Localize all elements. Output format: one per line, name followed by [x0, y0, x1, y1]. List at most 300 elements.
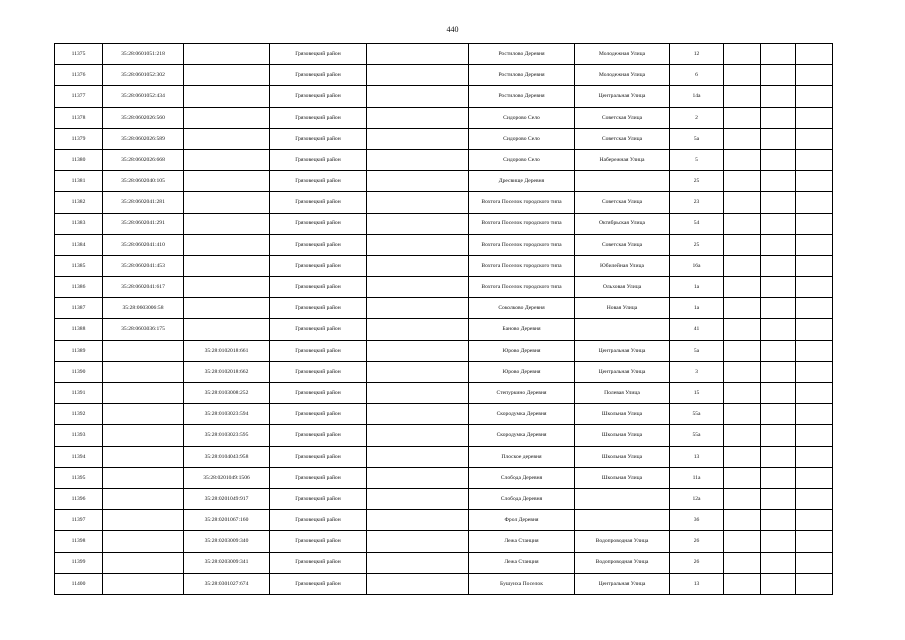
extra-cell-2: [761, 277, 796, 298]
settlement-cell: [367, 319, 469, 340]
table-row: [55, 107, 833, 128]
settlement-cell: [367, 446, 469, 467]
settlement-cell: [367, 149, 469, 170]
district-cell: Грязовецкий район: [270, 171, 367, 192]
building-cadastral-cell: [184, 319, 270, 340]
extra-cell-2: [761, 361, 796, 382]
table-row: [55, 128, 833, 149]
table-row: [55, 552, 833, 573]
house-cell: 23: [670, 192, 724, 213]
locality-cell: Вохтога Поселок городского типа: [469, 234, 575, 255]
extra-cell-1: [724, 234, 761, 255]
settlement-cell: [367, 277, 469, 298]
extra-cell-2: [761, 192, 796, 213]
extra-cell-2: [761, 340, 796, 361]
cadastral-number-cell: [103, 340, 184, 361]
extra-cell-3: [796, 128, 833, 149]
settlement-cell: [367, 425, 469, 446]
extra-cell-3: [796, 340, 833, 361]
street-cell: [575, 319, 670, 340]
extra-cell-3: [796, 361, 833, 382]
house-cell: 16а: [670, 255, 724, 276]
house-cell: 12: [670, 44, 724, 65]
district-cell: Грязовецкий район: [270, 425, 367, 446]
extra-cell-1: [724, 128, 761, 149]
settlement-cell: [367, 128, 469, 149]
district-cell: Грязовецкий район: [270, 192, 367, 213]
locality-cell: Сидорово Село: [469, 107, 575, 128]
house-cell: 6: [670, 65, 724, 86]
settlement-cell: [367, 44, 469, 65]
building-cadastral-cell: [184, 86, 270, 107]
house-cell: 1а: [670, 298, 724, 319]
extra-cell-3: [796, 383, 833, 404]
house-cell: 36: [670, 510, 724, 531]
extra-cell-1: [724, 531, 761, 552]
street-cell: [575, 488, 670, 509]
settlement-cell: [367, 340, 469, 361]
extra-cell-3: [796, 86, 833, 107]
property-registry-table: [54, 43, 833, 595]
table-row: [55, 86, 833, 107]
settlement-cell: [367, 467, 469, 488]
house-cell: 26: [670, 552, 724, 573]
building-cadastral-cell: [184, 255, 270, 276]
locality-cell: Скородумка Деревня: [469, 404, 575, 425]
district-cell: Грязовецкий район: [270, 467, 367, 488]
house-cell: 13: [670, 446, 724, 467]
building-cadastral-cell: 35:28:0103008:252: [184, 383, 270, 404]
extra-cell-1: [724, 277, 761, 298]
house-cell: 13: [670, 573, 724, 594]
row-number-cell: 11376: [55, 65, 103, 86]
street-cell: Новая Улица: [575, 298, 670, 319]
street-cell: Молодежная Улица: [575, 44, 670, 65]
table-row: [55, 361, 833, 382]
cadastral-number-cell: [103, 404, 184, 425]
row-number-cell: 11377: [55, 86, 103, 107]
house-cell: 54: [670, 213, 724, 234]
row-number-cell: 11383: [55, 213, 103, 234]
house-cell: 25: [670, 234, 724, 255]
cadastral-number-cell: [103, 488, 184, 509]
extra-cell-1: [724, 404, 761, 425]
extra-cell-3: [796, 149, 833, 170]
extra-cell-2: [761, 213, 796, 234]
locality-cell: Плоское деревня: [469, 446, 575, 467]
building-cadastral-cell: [184, 192, 270, 213]
building-cadastral-cell: [184, 213, 270, 234]
locality-cell: Лежа Станция: [469, 552, 575, 573]
row-number-cell: 11386: [55, 277, 103, 298]
locality-cell: Юрово Деревня: [469, 340, 575, 361]
street-cell: Советская Улица: [575, 107, 670, 128]
table-row: [55, 467, 833, 488]
extra-cell-1: [724, 488, 761, 509]
locality-cell: Фрол Деревня: [469, 510, 575, 531]
building-cadastral-cell: [184, 234, 270, 255]
locality-cell: Вохтога Поселок городского типа: [469, 213, 575, 234]
settlement-cell: [367, 86, 469, 107]
row-number-cell: 11385: [55, 255, 103, 276]
table-row: [55, 488, 833, 509]
table-row: [55, 510, 833, 531]
locality-cell: Лежа Станция: [469, 531, 575, 552]
row-number-cell: 11382: [55, 192, 103, 213]
extra-cell-1: [724, 383, 761, 404]
house-cell: 2: [670, 107, 724, 128]
building-cadastral-cell: 35:28:0201067:160: [184, 510, 270, 531]
extra-cell-2: [761, 234, 796, 255]
building-cadastral-cell: 35:28:0203009:340: [184, 531, 270, 552]
street-cell: Центральная Улица: [575, 573, 670, 594]
row-number-cell: 11381: [55, 171, 103, 192]
locality-cell: Сидорово Село: [469, 128, 575, 149]
street-cell: Ольховая Улица: [575, 277, 670, 298]
row-number-cell: 11384: [55, 234, 103, 255]
house-cell: 14а: [670, 86, 724, 107]
street-cell: Полевая Улица: [575, 383, 670, 404]
district-cell: Грязовецкий район: [270, 277, 367, 298]
locality-cell: Слобода Деревня: [469, 488, 575, 509]
cadastral-number-cell: [103, 552, 184, 573]
settlement-cell: [367, 361, 469, 382]
locality-cell: Дресвище Деревня: [469, 171, 575, 192]
row-number-cell: 11389: [55, 340, 103, 361]
locality-cell: Вохтога Поселок городского типа: [469, 255, 575, 276]
district-cell: Грязовецкий район: [270, 128, 367, 149]
extra-cell-1: [724, 149, 761, 170]
extra-cell-2: [761, 467, 796, 488]
district-cell: Грязовецкий район: [270, 65, 367, 86]
house-cell: 26: [670, 531, 724, 552]
cadastral-number-cell: [103, 425, 184, 446]
extra-cell-2: [761, 446, 796, 467]
house-cell: 5а: [670, 128, 724, 149]
row-number-cell: 11392: [55, 404, 103, 425]
locality-cell: Слобода Деревня: [469, 467, 575, 488]
district-cell: Грязовецкий район: [270, 531, 367, 552]
locality-cell: Ростилово Деревня: [469, 86, 575, 107]
district-cell: Грязовецкий район: [270, 404, 367, 425]
district-cell: Грязовецкий район: [270, 573, 367, 594]
house-cell: 3: [670, 361, 724, 382]
table-row: [55, 171, 833, 192]
building-cadastral-cell: 35:28:0201049:1506: [184, 467, 270, 488]
district-cell: Грязовецкий район: [270, 446, 367, 467]
row-number-cell: 11388: [55, 319, 103, 340]
house-cell: 5а: [670, 340, 724, 361]
row-number-cell: 11400: [55, 573, 103, 594]
cadastral-number-cell: 35:28:0603006:58: [103, 298, 184, 319]
table-row: [55, 573, 833, 594]
locality-cell: Сидорово Село: [469, 149, 575, 170]
row-number-cell: 11378: [55, 107, 103, 128]
row-number-cell: 11393: [55, 425, 103, 446]
cadastral-number-cell: 35:28:0602041:410: [103, 234, 184, 255]
cadastral-number-cell: 35:28:0602041:617: [103, 277, 184, 298]
row-number-cell: 11398: [55, 531, 103, 552]
settlement-cell: [367, 404, 469, 425]
extra-cell-3: [796, 446, 833, 467]
table-row: [55, 383, 833, 404]
cadastral-number-cell: 35:28:0602026:560: [103, 107, 184, 128]
row-number-cell: 11375: [55, 44, 103, 65]
locality-cell: Ростилово Деревня: [469, 44, 575, 65]
house-cell: 5: [670, 149, 724, 170]
extra-cell-2: [761, 425, 796, 446]
extra-cell-2: [761, 149, 796, 170]
building-cadastral-cell: 35:28:0102018:662: [184, 361, 270, 382]
extra-cell-1: [724, 510, 761, 531]
settlement-cell: [367, 255, 469, 276]
locality-cell: Вохтога Поселок городского типа: [469, 192, 575, 213]
extra-cell-3: [796, 467, 833, 488]
extra-cell-2: [761, 171, 796, 192]
settlement-cell: [367, 192, 469, 213]
extra-cell-1: [724, 255, 761, 276]
street-cell: Школьная Улица: [575, 425, 670, 446]
house-cell: 11а: [670, 467, 724, 488]
cadastral-number-cell: 35:28:0601051:218: [103, 44, 184, 65]
table-body: [55, 44, 833, 595]
settlement-cell: [367, 65, 469, 86]
extra-cell-2: [761, 383, 796, 404]
extra-cell-1: [724, 213, 761, 234]
extra-cell-2: [761, 86, 796, 107]
row-number-cell: 11395: [55, 467, 103, 488]
district-cell: Грязовецкий район: [270, 340, 367, 361]
cadastral-number-cell: 35:28:0602040:105: [103, 171, 184, 192]
page-number: 440: [446, 25, 459, 34]
district-cell: Грязовецкий район: [270, 86, 367, 107]
row-number-cell: 11396: [55, 488, 103, 509]
cadastral-number-cell: [103, 510, 184, 531]
district-cell: Грязовецкий район: [270, 149, 367, 170]
street-cell: Октябрьская Улица: [575, 213, 670, 234]
building-cadastral-cell: [184, 277, 270, 298]
street-cell: Набережная Улица: [575, 149, 670, 170]
building-cadastral-cell: 35:28:0104043:958: [184, 446, 270, 467]
extra-cell-3: [796, 171, 833, 192]
extra-cell-3: [796, 298, 833, 319]
settlement-cell: [367, 171, 469, 192]
table-row: [55, 446, 833, 467]
building-cadastral-cell: 35:28:0103023:595: [184, 425, 270, 446]
table-row: [55, 425, 833, 446]
extra-cell-1: [724, 467, 761, 488]
extra-cell-1: [724, 298, 761, 319]
street-cell: Школьная Улица: [575, 404, 670, 425]
extra-cell-1: [724, 107, 761, 128]
cadastral-number-cell: [103, 361, 184, 382]
street-cell: Советская Улица: [575, 128, 670, 149]
building-cadastral-cell: 35:28:0102018:661: [184, 340, 270, 361]
settlement-cell: [367, 298, 469, 319]
extra-cell-3: [796, 234, 833, 255]
street-cell: Водопроводная Улица: [575, 552, 670, 573]
cadastral-number-cell: 35:28:0602041:281: [103, 192, 184, 213]
extra-cell-3: [796, 44, 833, 65]
building-cadastral-cell: 35:28:0203009:341: [184, 552, 270, 573]
street-cell: Центральная Улица: [575, 86, 670, 107]
locality-cell: Степуркино Деревня: [469, 383, 575, 404]
extra-cell-1: [724, 319, 761, 340]
table-row: [55, 234, 833, 255]
extra-cell-3: [796, 425, 833, 446]
cadastral-number-cell: 35:28:0602026:589: [103, 128, 184, 149]
building-cadastral-cell: 35:28:0103023:594: [184, 404, 270, 425]
house-cell: 12а: [670, 488, 724, 509]
cadastral-number-cell: [103, 467, 184, 488]
extra-cell-2: [761, 255, 796, 276]
table-row: [55, 319, 833, 340]
district-cell: Грязовецкий район: [270, 213, 367, 234]
street-cell: Школьная Улица: [575, 467, 670, 488]
district-cell: Грязовецкий район: [270, 234, 367, 255]
locality-cell: Соколково Деревня: [469, 298, 575, 319]
cadastral-number-cell: [103, 573, 184, 594]
row-number-cell: 11397: [55, 510, 103, 531]
table-row: [55, 192, 833, 213]
row-number-cell: 11387: [55, 298, 103, 319]
row-number-cell: 11380: [55, 149, 103, 170]
building-cadastral-cell: [184, 171, 270, 192]
cadastral-number-cell: 35:28:0603036:175: [103, 319, 184, 340]
cadastral-number-cell: 35:28:0601052:434: [103, 86, 184, 107]
settlement-cell: [367, 107, 469, 128]
street-cell: [575, 171, 670, 192]
extra-cell-3: [796, 107, 833, 128]
table-row: [55, 213, 833, 234]
locality-cell: Бушуиха Поселок: [469, 573, 575, 594]
cadastral-number-cell: [103, 383, 184, 404]
extra-cell-1: [724, 552, 761, 573]
district-cell: Грязовецкий район: [270, 361, 367, 382]
building-cadastral-cell: 35:28:0201049:917: [184, 488, 270, 509]
extra-cell-1: [724, 340, 761, 361]
extra-cell-1: [724, 573, 761, 594]
extra-cell-2: [761, 488, 796, 509]
settlement-cell: [367, 510, 469, 531]
extra-cell-1: [724, 425, 761, 446]
locality-cell: Юрово Деревня: [469, 361, 575, 382]
extra-cell-1: [724, 44, 761, 65]
extra-cell-3: [796, 552, 833, 573]
extra-cell-3: [796, 510, 833, 531]
extra-cell-2: [761, 65, 796, 86]
district-cell: Грязовецкий район: [270, 319, 367, 340]
building-cadastral-cell: [184, 298, 270, 319]
extra-cell-3: [796, 65, 833, 86]
table-row: [55, 65, 833, 86]
street-cell: [575, 510, 670, 531]
row-number-cell: 11394: [55, 446, 103, 467]
district-cell: Грязовецкий район: [270, 510, 367, 531]
building-cadastral-cell: [184, 128, 270, 149]
cadastral-number-cell: [103, 446, 184, 467]
extra-cell-2: [761, 128, 796, 149]
house-cell: 25: [670, 171, 724, 192]
building-cadastral-cell: [184, 44, 270, 65]
house-cell: 15: [670, 383, 724, 404]
district-cell: Грязовецкий район: [270, 255, 367, 276]
street-cell: Советская Улица: [575, 234, 670, 255]
extra-cell-2: [761, 510, 796, 531]
extra-cell-3: [796, 277, 833, 298]
row-number-cell: 11391: [55, 383, 103, 404]
extra-cell-1: [724, 361, 761, 382]
house-cell: 41: [670, 319, 724, 340]
settlement-cell: [367, 213, 469, 234]
table-row: [55, 277, 833, 298]
extra-cell-1: [724, 446, 761, 467]
cadastral-number-cell: 35:28:0602041:453: [103, 255, 184, 276]
street-cell: Школьная Улица: [575, 446, 670, 467]
street-cell: Водопроводная Улица: [575, 531, 670, 552]
table-row: [55, 255, 833, 276]
cadastral-number-cell: 35:28:0602041:291: [103, 213, 184, 234]
extra-cell-3: [796, 192, 833, 213]
street-cell: Юбилейная Улица: [575, 255, 670, 276]
extra-cell-2: [761, 319, 796, 340]
settlement-cell: [367, 383, 469, 404]
locality-cell: Ростилово Деревня: [469, 65, 575, 86]
extra-cell-1: [724, 171, 761, 192]
cadastral-number-cell: 35:28:0602026:668: [103, 149, 184, 170]
row-number-cell: 11399: [55, 552, 103, 573]
district-cell: Грязовецкий район: [270, 44, 367, 65]
locality-cell: Баново Деревня: [469, 319, 575, 340]
extra-cell-1: [724, 192, 761, 213]
extra-cell-3: [796, 404, 833, 425]
table-row: [55, 404, 833, 425]
extra-cell-1: [724, 65, 761, 86]
settlement-cell: [367, 531, 469, 552]
settlement-cell: [367, 488, 469, 509]
building-cadastral-cell: [184, 107, 270, 128]
extra-cell-2: [761, 552, 796, 573]
house-cell: 55а: [670, 425, 724, 446]
extra-cell-3: [796, 319, 833, 340]
locality-cell: Скородумка Деревня: [469, 425, 575, 446]
settlement-cell: [367, 234, 469, 255]
district-cell: Грязовецкий район: [270, 552, 367, 573]
table-row: [55, 531, 833, 552]
extra-cell-3: [796, 531, 833, 552]
house-cell: 55а: [670, 404, 724, 425]
extra-cell-2: [761, 44, 796, 65]
house-cell: 1а: [670, 277, 724, 298]
extra-cell-3: [796, 255, 833, 276]
extra-cell-1: [724, 86, 761, 107]
district-cell: Грязовецкий район: [270, 488, 367, 509]
extra-cell-2: [761, 531, 796, 552]
table-row: [55, 44, 833, 65]
locality-cell: Вохтога Поселок городского типа: [469, 277, 575, 298]
extra-cell-3: [796, 213, 833, 234]
extra-cell-3: [796, 488, 833, 509]
street-cell: Молодежная Улица: [575, 65, 670, 86]
settlement-cell: [367, 552, 469, 573]
extra-cell-2: [761, 573, 796, 594]
building-cadastral-cell: 35:28:0301027:674: [184, 573, 270, 594]
row-number-cell: 11379: [55, 128, 103, 149]
cadastral-number-cell: [103, 531, 184, 552]
street-cell: Центральная Улица: [575, 361, 670, 382]
district-cell: Грязовецкий район: [270, 383, 367, 404]
building-cadastral-cell: [184, 149, 270, 170]
